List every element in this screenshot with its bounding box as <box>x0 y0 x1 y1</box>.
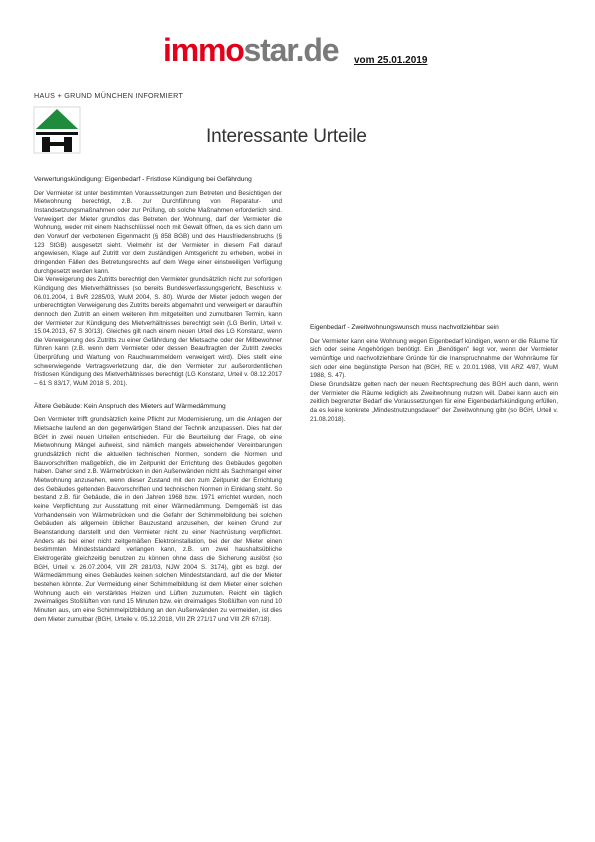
article-1-heading: Verwertungskündigung: Eigenbedarf - Fristlose Kündigung bei Gefährdung <box>34 176 252 183</box>
article-2-heading: Ältere Gebäude: Kein Anspruch des Mieters auf Wärmedämmung <box>34 402 226 410</box>
article-2-paragraph-1: Den Vermieter trifft grundsätzlich keine Pflicht zur Modernisierung, um die Anlagen der Mietsache laufend an den gegenwärtigen Stand der Technik anzupassen. Dies hat der BGH in zwei neuen Urteilen entschieden. Für die Beurteilung der Frage, ob eine Mietwohnung Mängel aufweist, sind nämlich mangels abweichender Vereinbarungen grundsätzlich nicht die aktuellen technischen Normen, sondern die Normen und Bauvorschriften maßgeblich, die im Zeitpunkt der Errichtung des Gebäudes gegolten haben. Daher sind z.B. Wärmebrücken in den Außenwänden nicht als Sachmangel einer Mietwohnung anzusehen, wenn dieser Zustand mit den zum Zeitpunkt der Errichtung des Gebäudes geltenden Bauvorschriften und technischen Normen in Einklang steht. So bestand z.B. für Gebäude, die in den Jahren 1968 bzw. 1971 errichtet wurden, noch keine Verpflichtung zur Ausstattung mit einer Wärmedämmung. Demgemäß ist das Vorhandensein von Wärmebrücken und die Gefahr der Schimmelbildung bei solchen Gebäuden als allgemein üblicher Bauzustand anzusehen, der keinen Grund zur Beanstandung darstellt und den Vermieter nicht zu einer Nachrüstung verpflichtet. Anders als bei einer nicht zeitgemäßen Elektroinstallation, bei der der Mieter einen bestimmten Mindeststandard verlangen kann, z.B. um zwei haushaltsübliche Elektrogeräte gleichzeitig benutzen zu können ohne dass die Sicherung auslöst (so BGH, Urteil v. 26.07.2004, VIII ZR 281/03, NJW 2004 S. 3174), gibt es bzgl. der Wärmedämmung eines Gebäudes keinen solchen Mindeststandard, auf die der Mieter bestehen könnte. Zur Vermeidung einer Schimmelbildung ist dem Mieter einer solchen Wohnung auch ein verstärktes Heizen und Lüften zuzumuten. Reicht ein täglich zweimaliges Stoßlüften von rund 15 Minuten bzw. ein dreimaliges Stoßlüften von rund 10 Minuten aus, um eine Schimmelpilzbildung an den Außenwänden zu vermeiden, ist dies dem Mieter zumutbar (BGH, Urteile v. 05.12.2018, VIII ZR 271/17 und VIII ZR 67/18). <box>34 416 282 623</box>
left-column <box>34 176 282 623</box>
brand-part-2: star.de <box>243 32 339 68</box>
article-1-paragraph-1: Der Vermieter ist unter bestimmten Voraussetzungen zum Betreten und Besichtigen der Mietwohnung berechtigt, z.B. zur Durchführung von Reparatur- und Instandsetzungsmaßnahmen oder zur Prüfung, ob solche Maßnahmen erforderlich sind. Verweigert der Mieter grundlos das Betreten der Wohnung, darf der Vermieter die Wohnung, weder mit einem Nachschlüssel noch mit Gewalt öffnen, da es sich dann um den Vorwurf der verbotenen Eigenmacht (§ 858 BGB) und des Hausfriedensbruchs (§ 123 StGB) ausgesetzt sieht. Vielmehr ist der Vermieter in diesem Fall darauf angewiesen, Klage auf Zutritt vor dem zuständigen Amtsgericht zu erheben, wobei in dringenden Fällen des Betretungsrechts auf dem Wege einer einstweiligen Verfügung durchgesetzt werden kann. <box>34 189 282 275</box>
haus-und-grund-logo-icon <box>34 107 80 153</box>
publication-date: vom 25.01.2019 <box>354 55 428 66</box>
brand-part-1: immo <box>163 32 244 68</box>
right-column <box>310 176 558 424</box>
page-title: Interessante Urteile <box>206 126 367 147</box>
brand-logo[interactable] <box>163 33 338 67</box>
article-3-paragraph-2: Diese Grundsätze gelten nach der neuen Rechtsprechung des BGH auch dann, wenn der Vermieter die Räume lediglich als Zweitwohnung nutzen will. Dabei kann auch ein zeitlich begrenzter Bedarf die Voraussetzungen für eine Eigenbedarfskündigung erfüllen, da es keine konkrete „Mindestnutzungsdauer" der Zweitwohnung gibt (so BGH, Urteil v. 21.08.2018). <box>310 380 558 423</box>
article-1-paragraph-2: Die Verweigerung des Zutritts berechtigt den Vermieter grundsätzlich nicht zur sofortigen Kündigung des Mietverhältnisses (so bereits Bundesverfassungsgericht, Beschluss v. 06.01.2004, 1 BvR 2285/03, WuM 2004, S. 80). Wurde der Mieter jedoch wegen der unberechtigten Verweigerung des Zutritts bereits abgemahnt und verweigert er daraufhin dennoch den Zutritt an einem weiteren ihm mitgeteilten und zumutbaren Termin, kann der Vermieter zur Kündigung des Mietverhältnisses berechtigt sein (LG Berlin, Urteil v. 15.04.2013, 67 S 30/13). Gleiches gilt nach einem neuen Urteil des LG Konstanz, wenn die Verweigerung des Zutritts zu einer Gefährdung der Mietsache oder der Mitbewohner führen kann (z.B. wenn dem Vermieter oder dessen Beauftragten der Zutritt zwecks Überprüfung und Wartung von Rauchwarnmeldern verweigert wird). Dies stellt eine schwerwiegende Vertragsverletzung dar, die den Vermieter zur außerordentlichen fristlosen Kündigung des Mietverhältnisses berechtigt (LG Konstanz, Urteil v. 08.12.2017 – 61 S 83/17, WuM 2018 S. 201). <box>34 276 282 388</box>
organization-line: HAUS + GRUND MÜNCHEN INFORMIERT <box>34 91 184 100</box>
article-3-paragraph-1: Der Vermieter kann eine Wohnung wegen Eigenbedarf kündigen, wenn er die Räume für sich oder seine Angehörigen benötigt. Ein „Benötigen" liegt vor, wenn der Vermieter vernünftige und nachvollziehbare Gründe für die Inanspruchnahme der Wohnräume für sich oder eine begünstigte Person hat (BGH, RE v. 20.01.1988, VIII ARZ 4/87, WuM 1988, S. 47). <box>310 337 558 380</box>
article-3-heading: Eigenbedarf - Zweitwohnungswunsch muss nachvollziehbar sein <box>310 324 499 331</box>
